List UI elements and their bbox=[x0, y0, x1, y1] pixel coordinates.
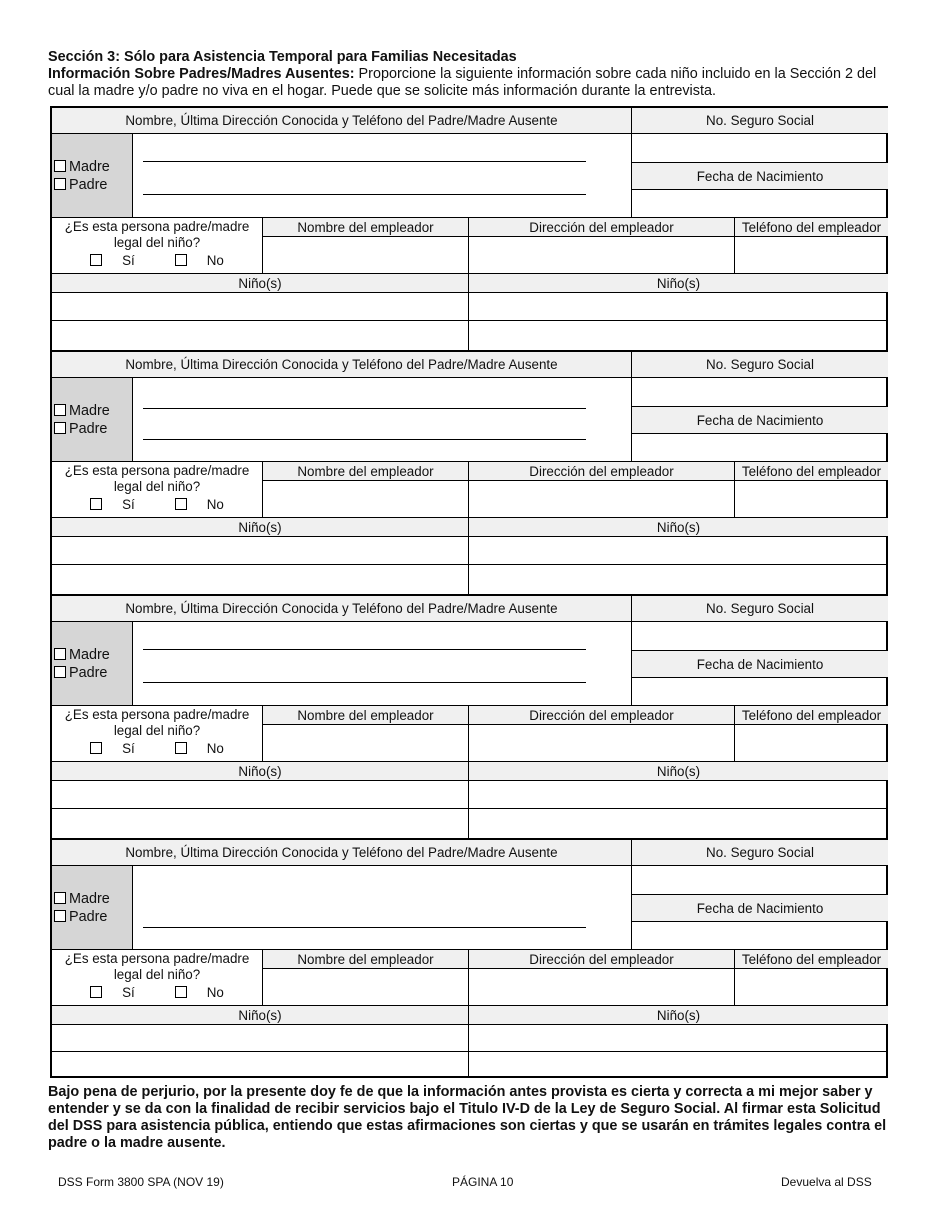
child-input[interactable] bbox=[52, 1025, 469, 1052]
dob-header: Fecha de Nacimiento bbox=[632, 407, 888, 434]
children-header-left: Niño(s) bbox=[52, 518, 469, 537]
legal-parent-question bbox=[52, 218, 263, 274]
si-checkbox[interactable] bbox=[90, 986, 102, 998]
si-label: Sí bbox=[122, 741, 135, 756]
padre-checkbox[interactable] bbox=[54, 910, 66, 922]
legal-parent-question bbox=[52, 706, 263, 762]
name-address-header: Nombre, Última Dirección Conocida y Teléfono del Padre/Madre Ausente bbox=[52, 108, 632, 134]
absent-parent-block-3 bbox=[52, 596, 886, 840]
children-header-right: Niño(s) bbox=[469, 762, 888, 781]
madre-option[interactable] bbox=[54, 158, 110, 176]
padre-label: Padre bbox=[69, 909, 108, 925]
legal-parent-question bbox=[52, 950, 263, 1006]
absent-parent-block-4 bbox=[52, 840, 886, 1078]
children-header-right: Niño(s) bbox=[469, 274, 888, 293]
perjury-statement: Bajo pena de perjurio, por la presente doy fe de que la información antes provista es cierta y correcta a mi mejor saber y entender y se da con la finalidad de recibir servicios bajo el Titulo IV-D de la Ley de Seguro Social. Al firmar esta Solicitud del DSS para asistencia pública, entiendo que estas afirmaciones son ciertas y que se usarán en trámites legales contra el padre o la madre ausente. bbox=[48, 1084, 887, 1151]
madre-label: Madre bbox=[69, 891, 110, 907]
si-checkbox[interactable] bbox=[90, 254, 102, 266]
child-input[interactable] bbox=[52, 321, 469, 350]
si-checkbox[interactable] bbox=[90, 498, 102, 510]
parent-type-cell bbox=[52, 622, 133, 706]
return-note: Devuelva al DSS bbox=[781, 1175, 872, 1189]
madre-checkbox[interactable] bbox=[54, 648, 66, 660]
child-input[interactable] bbox=[469, 781, 888, 809]
child-input[interactable] bbox=[469, 293, 888, 321]
si-option[interactable] bbox=[80, 741, 145, 756]
madre-checkbox[interactable] bbox=[54, 160, 66, 172]
employer-address-header: Dirección del empleador bbox=[469, 462, 735, 481]
employer-phone-input[interactable] bbox=[735, 481, 888, 518]
ssn-input[interactable] bbox=[632, 134, 888, 163]
page-number: PÁGINA 10 bbox=[452, 1175, 514, 1189]
child-input[interactable] bbox=[469, 537, 888, 565]
dob-header: Fecha de Nacimiento bbox=[632, 163, 888, 190]
employer-name-header: Nombre del empleador bbox=[263, 950, 469, 969]
child-input[interactable] bbox=[469, 565, 888, 594]
madre-checkbox[interactable] bbox=[54, 404, 66, 416]
employer-phone-header: Teléfono del empleador bbox=[735, 218, 888, 237]
form-id: DSS Form 3800 SPA (NOV 19) bbox=[58, 1175, 224, 1189]
child-input[interactable] bbox=[52, 565, 469, 594]
children-header-left: Niño(s) bbox=[52, 1006, 469, 1025]
padre-option[interactable] bbox=[54, 664, 110, 682]
child-input[interactable] bbox=[52, 293, 469, 321]
child-input[interactable] bbox=[469, 809, 888, 838]
padre-checkbox[interactable] bbox=[54, 422, 66, 434]
absent-parent-block-1 bbox=[52, 108, 886, 352]
section-title: Sección 3: Sólo para Asistencia Temporal para Familias Necesitadas bbox=[48, 49, 517, 65]
name-address-input[interactable] bbox=[133, 866, 632, 950]
padre-checkbox[interactable] bbox=[54, 178, 66, 190]
ssn-header: No. Seguro Social bbox=[632, 352, 888, 378]
madre-label: Madre bbox=[69, 159, 110, 175]
ssn-header: No. Seguro Social bbox=[632, 596, 888, 622]
no-checkbox[interactable] bbox=[175, 498, 187, 510]
no-option[interactable] bbox=[165, 985, 234, 1000]
madre-option[interactable] bbox=[54, 402, 110, 420]
child-input[interactable] bbox=[469, 1052, 888, 1078]
children-header-right: Niño(s) bbox=[469, 1006, 888, 1025]
employer-name-input[interactable] bbox=[263, 237, 469, 274]
dob-input[interactable] bbox=[632, 190, 888, 218]
children-header-left: Niño(s) bbox=[52, 762, 469, 781]
no-label: No bbox=[206, 985, 224, 1000]
si-option[interactable] bbox=[80, 985, 145, 1000]
employer-phone-input[interactable] bbox=[735, 969, 888, 1006]
no-label: No bbox=[206, 497, 224, 512]
employer-address-input[interactable] bbox=[469, 725, 735, 762]
employer-phone-header: Teléfono del empleador bbox=[735, 950, 888, 969]
parent-type-cell bbox=[52, 378, 133, 462]
parent-type-cell bbox=[52, 866, 133, 950]
si-label: Sí bbox=[122, 497, 135, 512]
si-option[interactable] bbox=[80, 253, 145, 268]
employer-name-input[interactable] bbox=[263, 969, 469, 1006]
madre-option[interactable] bbox=[54, 646, 110, 664]
no-option[interactable] bbox=[165, 497, 234, 512]
padre-label: Padre bbox=[69, 665, 108, 681]
no-checkbox[interactable] bbox=[175, 986, 187, 998]
madre-label: Madre bbox=[69, 403, 110, 419]
child-input[interactable] bbox=[469, 321, 888, 350]
dob-input[interactable] bbox=[632, 434, 888, 462]
children-header-left: Niño(s) bbox=[52, 274, 469, 293]
children-header-right: Niño(s) bbox=[469, 518, 888, 537]
absent-parent-form bbox=[50, 106, 888, 1078]
si-label: Sí bbox=[122, 985, 135, 1000]
employer-name-input[interactable] bbox=[263, 481, 469, 518]
employer-phone-input[interactable] bbox=[735, 725, 888, 762]
si-option[interactable] bbox=[80, 497, 145, 512]
employer-phone-header: Teléfono del empleador bbox=[735, 706, 888, 725]
employer-address-header: Dirección del empleador bbox=[469, 950, 735, 969]
employer-phone-header: Teléfono del empleador bbox=[735, 462, 888, 481]
si-label: Sí bbox=[122, 253, 135, 268]
name-address-header: Nombre, Última Dirección Conocida y Teléfono del Padre/Madre Ausente bbox=[52, 840, 632, 866]
child-input[interactable] bbox=[52, 1052, 469, 1078]
legal-parent-question bbox=[52, 462, 263, 518]
ssn-input[interactable] bbox=[632, 622, 888, 651]
name-address-input[interactable] bbox=[133, 378, 632, 462]
instructions-label: Información Sobre Padres/Madres Ausentes: bbox=[48, 66, 355, 82]
employer-address-header: Dirección del empleador bbox=[469, 706, 735, 725]
ssn-header: No. Seguro Social bbox=[632, 108, 888, 134]
legal-question-text: ¿Es esta persona padre/madre legal del niño? bbox=[64, 951, 250, 982]
name-address-input[interactable] bbox=[133, 622, 632, 706]
child-input[interactable] bbox=[469, 1025, 888, 1052]
no-label: No bbox=[206, 741, 224, 756]
absent-parent-block-2 bbox=[52, 352, 886, 596]
legal-question-text: ¿Es esta persona padre/madre legal del niño? bbox=[64, 707, 250, 738]
employer-name-header: Nombre del empleador bbox=[263, 706, 469, 725]
section-header bbox=[48, 49, 898, 100]
madre-option[interactable] bbox=[54, 890, 110, 908]
employer-name-header: Nombre del empleador bbox=[263, 218, 469, 237]
dob-input[interactable] bbox=[632, 678, 888, 706]
legal-question-text: ¿Es esta persona padre/madre legal del niño? bbox=[64, 463, 250, 494]
no-checkbox[interactable] bbox=[175, 254, 187, 266]
dob-header: Fecha de Nacimiento bbox=[632, 651, 888, 678]
ssn-input[interactable] bbox=[632, 866, 888, 895]
dob-input[interactable] bbox=[632, 922, 888, 950]
padre-label: Padre bbox=[69, 177, 108, 193]
child-input[interactable] bbox=[52, 781, 469, 809]
padre-label: Padre bbox=[69, 421, 108, 437]
employer-phone-input[interactable] bbox=[735, 237, 888, 274]
madre-label: Madre bbox=[69, 647, 110, 663]
madre-checkbox[interactable] bbox=[54, 892, 66, 904]
dob-header: Fecha de Nacimiento bbox=[632, 895, 888, 922]
legal-question-text: ¿Es esta persona padre/madre legal del niño? bbox=[64, 219, 250, 250]
name-address-input[interactable] bbox=[133, 134, 632, 218]
employer-address-header: Dirección del empleador bbox=[469, 218, 735, 237]
name-address-header: Nombre, Última Dirección Conocida y Teléfono del Padre/Madre Ausente bbox=[52, 596, 632, 622]
instructions-text: Proporcione la siguiente información sobre cada niño incluido en la Sección 2 del cual la madre y/o padre no viva en el hogar. Puede que se solicite más información durante la entrevista. bbox=[48, 66, 877, 99]
employer-address-input[interactable] bbox=[469, 969, 735, 1006]
employer-address-input[interactable] bbox=[469, 237, 735, 274]
ssn-header: No. Seguro Social bbox=[632, 840, 888, 866]
child-input[interactable] bbox=[52, 537, 469, 565]
padre-option[interactable] bbox=[54, 176, 110, 194]
employer-name-input[interactable] bbox=[263, 725, 469, 762]
employer-address-input[interactable] bbox=[469, 481, 735, 518]
padre-option[interactable] bbox=[54, 908, 110, 926]
no-label: No bbox=[206, 253, 224, 268]
no-option[interactable] bbox=[165, 253, 234, 268]
parent-type-cell bbox=[52, 134, 133, 218]
ssn-input[interactable] bbox=[632, 378, 888, 407]
no-checkbox[interactable] bbox=[175, 742, 187, 754]
si-checkbox[interactable] bbox=[90, 742, 102, 754]
padre-option[interactable] bbox=[54, 420, 110, 438]
name-address-header: Nombre, Última Dirección Conocida y Teléfono del Padre/Madre Ausente bbox=[52, 352, 632, 378]
child-input[interactable] bbox=[52, 809, 469, 838]
no-option[interactable] bbox=[165, 741, 234, 756]
employer-name-header: Nombre del empleador bbox=[263, 462, 469, 481]
section-instructions bbox=[48, 66, 898, 100]
padre-checkbox[interactable] bbox=[54, 666, 66, 678]
